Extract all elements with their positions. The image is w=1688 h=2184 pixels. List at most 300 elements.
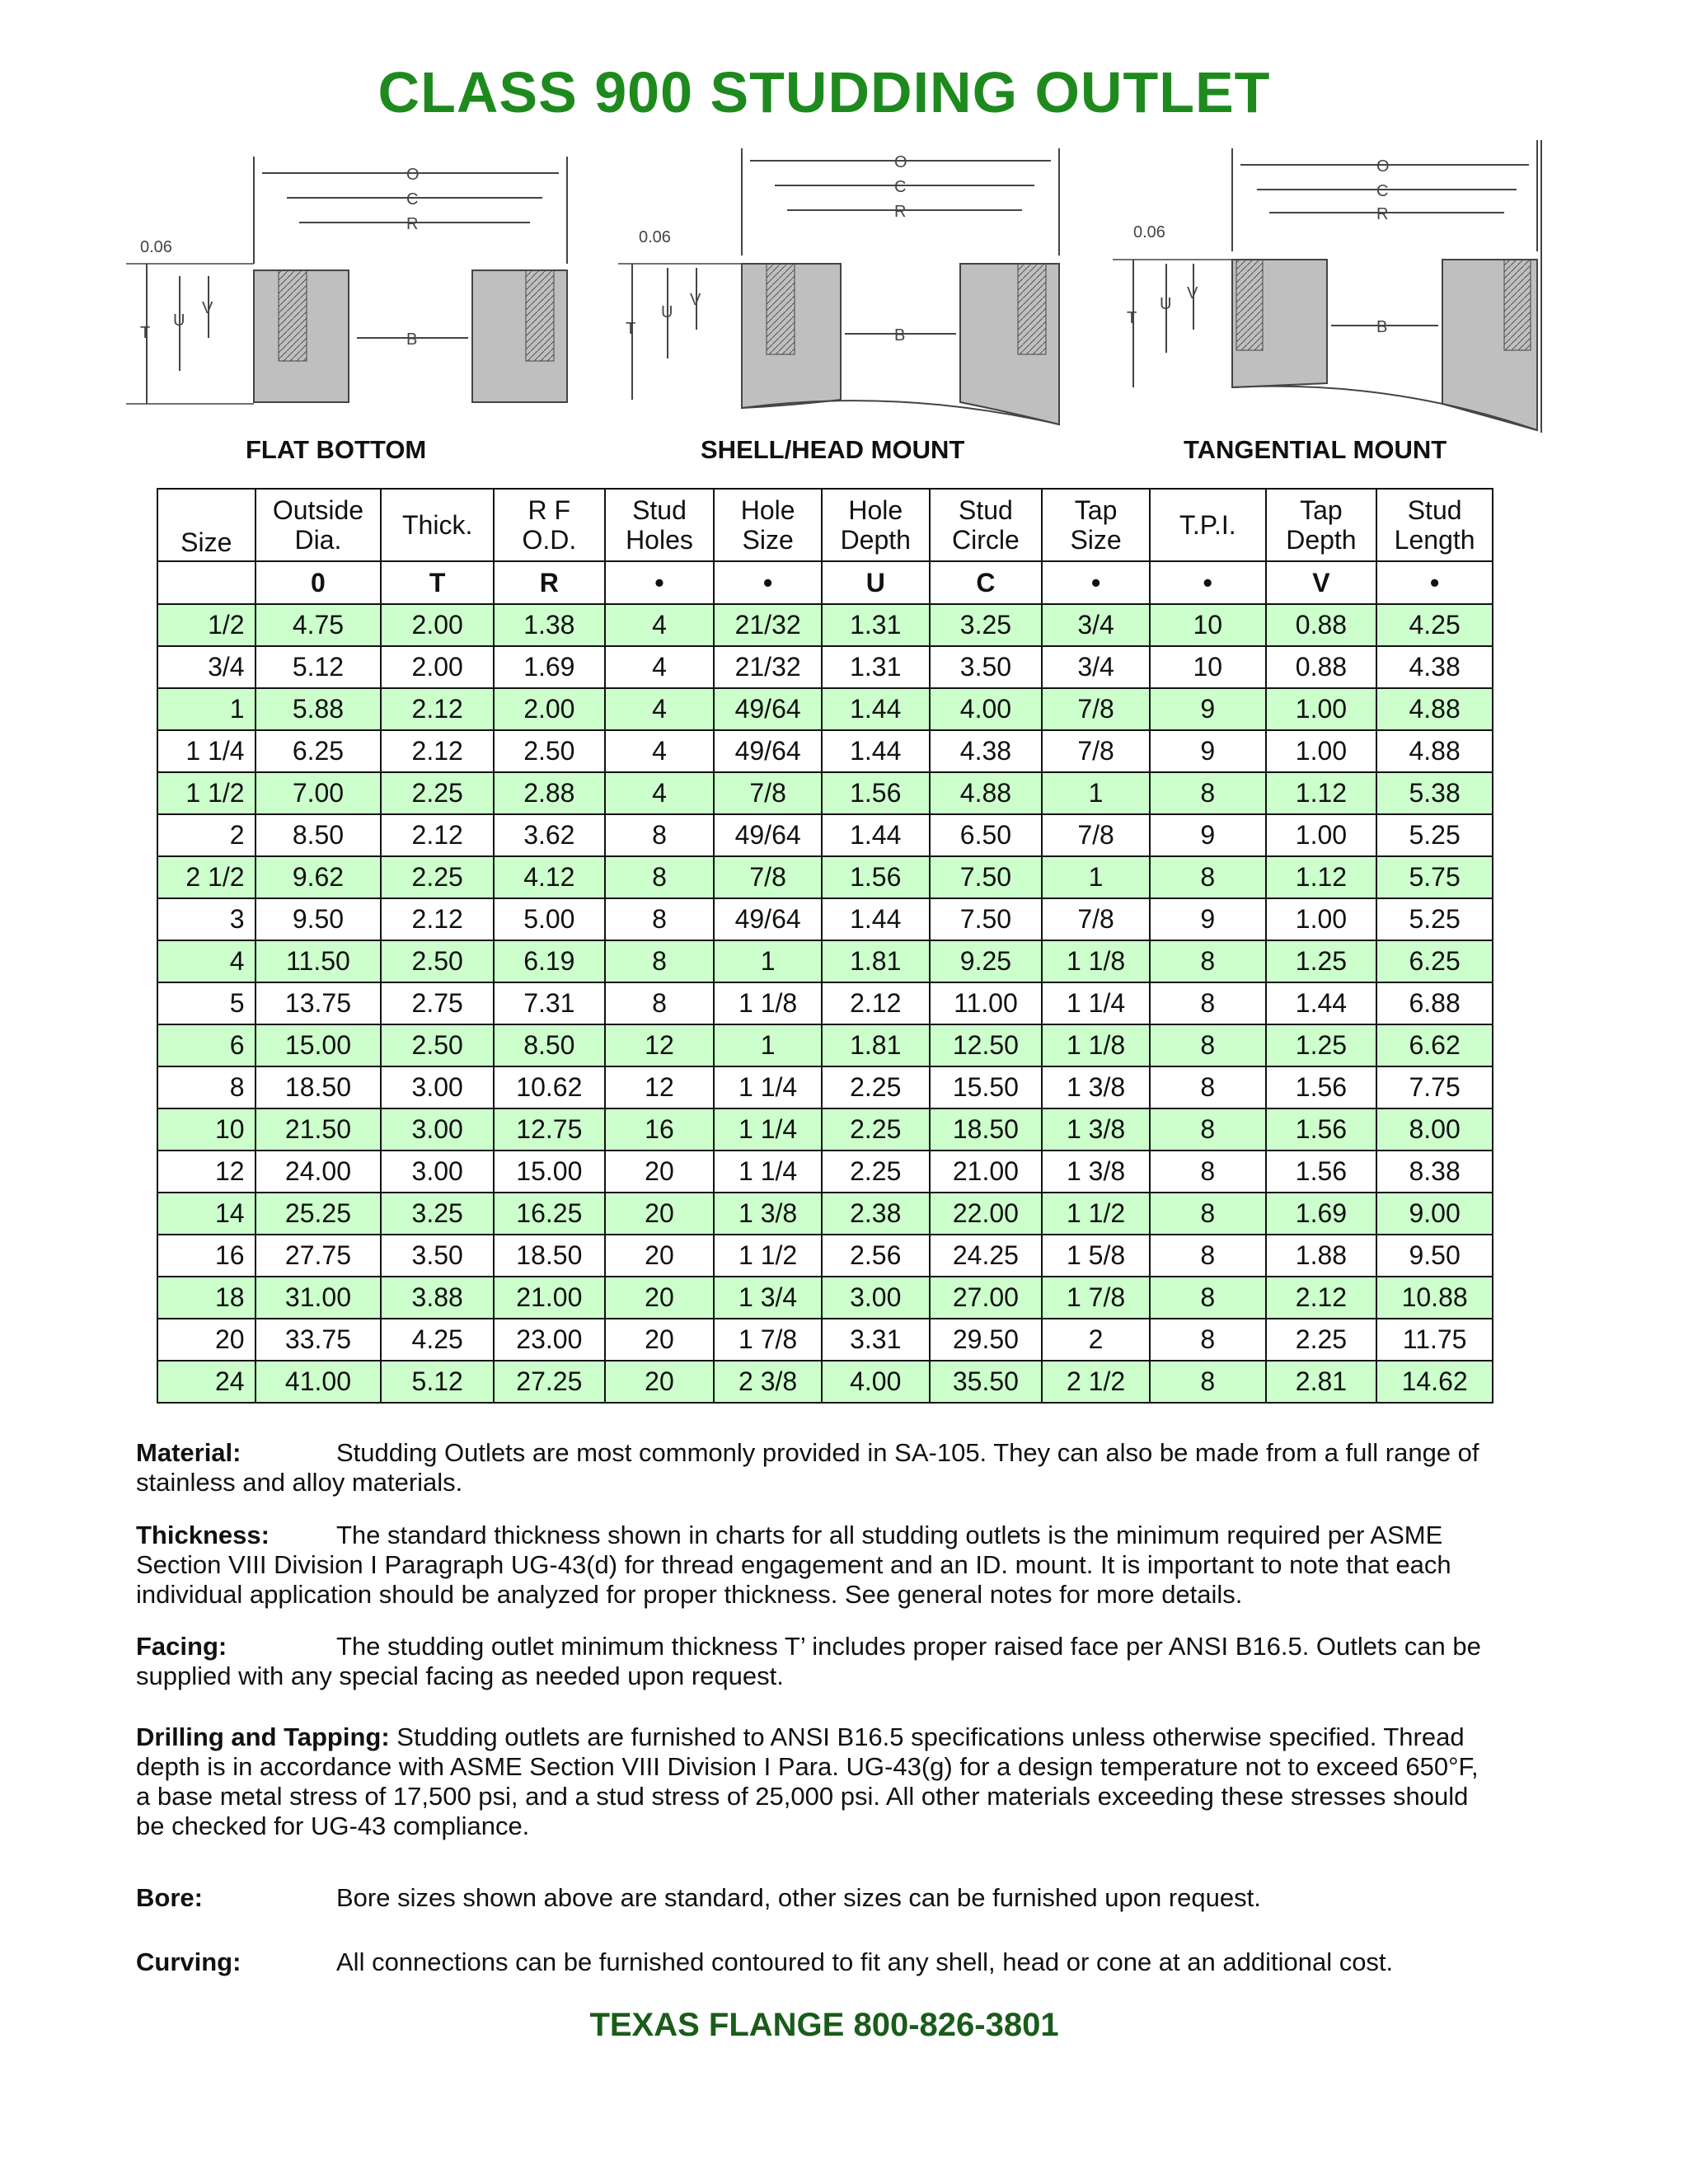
table-cell: 9.50 xyxy=(1376,1235,1493,1277)
table-cell: 8 xyxy=(1150,940,1266,982)
header-line1: Stud xyxy=(1407,495,1462,525)
table-cell: 4 xyxy=(605,604,715,646)
table-cell: 1.38 xyxy=(494,604,605,646)
table-cell: 1 1/4 xyxy=(714,1066,822,1108)
table-cell: 7.00 xyxy=(256,772,382,814)
table-cell: 3.88 xyxy=(381,1277,494,1319)
table-row xyxy=(157,982,1493,1024)
dim-v-label: V xyxy=(202,299,213,317)
note-bore xyxy=(136,1883,1488,1913)
table-cell: 0.88 xyxy=(1266,604,1377,646)
column-symbol: R xyxy=(494,561,605,604)
header-tap-depth xyxy=(1266,489,1377,561)
table-cell: 3.25 xyxy=(381,1193,494,1235)
header-line1: Hole xyxy=(740,495,795,525)
column-symbol: T xyxy=(381,561,494,604)
header-hole-size xyxy=(714,489,822,561)
header-line1: Stud xyxy=(632,495,687,525)
table-cell: 4.88 xyxy=(930,772,1043,814)
table-cell: 3.00 xyxy=(381,1151,494,1193)
table-cell: 20 xyxy=(605,1277,715,1319)
table-cell: 5.00 xyxy=(494,898,605,940)
table-cell: 1.56 xyxy=(822,856,930,898)
header-stud-length xyxy=(1376,489,1493,561)
column-symbol: • xyxy=(1150,561,1266,604)
header-tpi xyxy=(1150,489,1266,561)
table-cell: 1 1/8 xyxy=(714,982,822,1024)
table-cell: 8 xyxy=(1150,1235,1266,1277)
table-cell: 9 xyxy=(1150,814,1266,856)
table-cell: 1 7/8 xyxy=(714,1319,822,1361)
size-cell: 20 xyxy=(157,1319,256,1361)
table-cell: 21/32 xyxy=(714,646,822,688)
note-curving xyxy=(136,1947,1488,1977)
table-cell: 5.38 xyxy=(1376,772,1493,814)
table-cell: 13.75 xyxy=(256,982,382,1024)
table-cell: 6.19 xyxy=(494,940,605,982)
table-cell: 10.88 xyxy=(1376,1277,1493,1319)
table-row xyxy=(157,1151,1493,1193)
header-thick xyxy=(381,489,494,561)
table-cell: 18.50 xyxy=(494,1235,605,1277)
size-cell: 2 1/2 xyxy=(157,856,256,898)
table-cell: 20 xyxy=(605,1361,715,1403)
table-cell: 1.31 xyxy=(822,604,930,646)
table-cell: 4.00 xyxy=(930,688,1043,730)
table-cell: 2.81 xyxy=(1266,1361,1377,1403)
header-line1: Tap xyxy=(1300,495,1343,525)
table-cell: 2.12 xyxy=(381,730,494,772)
header-stud-circle xyxy=(930,489,1043,561)
column-symbol: • xyxy=(714,561,822,604)
table-cell: 1 xyxy=(714,1024,822,1066)
table-cell: 6.25 xyxy=(256,730,382,772)
dim-gap-label: 0.06 xyxy=(1133,223,1165,241)
header-line1: Outside xyxy=(272,495,364,525)
table-cell: 12 xyxy=(605,1066,715,1108)
header-line2: Length xyxy=(1394,525,1475,555)
table-cell: 1 3/4 xyxy=(714,1277,822,1319)
table-row xyxy=(157,1277,1493,1319)
table-row xyxy=(157,814,1493,856)
note-drilling-tapping xyxy=(136,1722,1488,1841)
table-cell: 5.75 xyxy=(1376,856,1493,898)
table-row xyxy=(157,898,1493,940)
table-row xyxy=(157,856,1493,898)
note-text: The studding outlet minimum thickness T’ includes proper raised face per ANSI B16.5. Outlets can be supplied with any special facing as needed upon request. xyxy=(136,1632,1481,1690)
table-cell: 4.25 xyxy=(381,1319,494,1361)
table-cell: 16 xyxy=(605,1108,715,1151)
dim-b-label: B xyxy=(406,330,418,349)
table-cell: 4.12 xyxy=(494,856,605,898)
table-cell: 1.00 xyxy=(1266,898,1377,940)
table-cell: 1.44 xyxy=(822,730,930,772)
table-cell: 3.00 xyxy=(381,1066,494,1108)
table-cell: 9.62 xyxy=(256,856,382,898)
table-cell: 1.25 xyxy=(1266,1024,1377,1066)
table-cell: 3/4 xyxy=(1042,604,1150,646)
table-cell: 9.50 xyxy=(256,898,382,940)
table-cell: 18.50 xyxy=(256,1066,382,1108)
table-cell: 11.75 xyxy=(1376,1319,1493,1361)
table-cell: 8 xyxy=(605,814,715,856)
table-row xyxy=(157,772,1493,814)
size-cell: 10 xyxy=(157,1108,256,1151)
table-cell: 35.50 xyxy=(930,1361,1043,1403)
table-cell: 1.56 xyxy=(822,772,930,814)
table-cell: 15.00 xyxy=(256,1024,382,1066)
page-title: CLASS 900 STUDDING OUTLET xyxy=(377,60,1271,124)
table-cell: 5.12 xyxy=(256,646,382,688)
dim-c-label: C xyxy=(894,178,907,196)
table-cell: 1.69 xyxy=(1266,1193,1377,1235)
table-cell: 3.31 xyxy=(822,1319,930,1361)
note-material xyxy=(136,1438,1488,1497)
table-body xyxy=(157,604,1493,1403)
table-cell: 21/32 xyxy=(714,604,822,646)
dim-u-label: U xyxy=(661,303,673,321)
table-cell: 11.00 xyxy=(930,982,1043,1024)
header-size xyxy=(157,489,256,561)
table-cell: 21.00 xyxy=(930,1151,1043,1193)
table-cell: 6.62 xyxy=(1376,1024,1493,1066)
table-cell: 8 xyxy=(1150,856,1266,898)
table-cell: 1 7/8 xyxy=(1042,1277,1150,1319)
table-cell: 8 xyxy=(1150,1193,1266,1235)
table-cell: 9 xyxy=(1150,688,1266,730)
table-cell: 2.50 xyxy=(381,940,494,982)
table-cell: 1.00 xyxy=(1266,730,1377,772)
table-cell: 10.62 xyxy=(494,1066,605,1108)
table-row xyxy=(157,1193,1493,1235)
table-cell: 1.31 xyxy=(822,646,930,688)
size-cell: 5 xyxy=(157,982,256,1024)
dim-u-label: U xyxy=(1160,295,1172,313)
table-cell: 25.25 xyxy=(256,1193,382,1235)
table-cell: 1 3/8 xyxy=(1042,1066,1150,1108)
table-cell: 9.00 xyxy=(1376,1193,1493,1235)
table-cell: 8.50 xyxy=(494,1024,605,1066)
table-cell: 2 xyxy=(1042,1319,1150,1361)
column-symbol: • xyxy=(605,561,715,604)
table-cell: 49/64 xyxy=(714,688,822,730)
table-cell: 7.31 xyxy=(494,982,605,1024)
table-cell: 24.00 xyxy=(256,1151,382,1193)
header-line1: Thick. xyxy=(401,510,473,540)
table-cell: 4 xyxy=(605,730,715,772)
table-cell: 1.00 xyxy=(1266,814,1377,856)
table-cell: 1 1/8 xyxy=(1042,1024,1150,1066)
note-label: Bore: xyxy=(136,1883,203,1912)
size-cell: 2 xyxy=(157,814,256,856)
dim-r-label: R xyxy=(894,203,907,221)
size-cell: 24 xyxy=(157,1361,256,1403)
table-cell: 4 xyxy=(605,772,715,814)
table-cell: 9 xyxy=(1150,898,1266,940)
table-cell: 49/64 xyxy=(714,730,822,772)
dim-gap-label: 0.06 xyxy=(140,238,172,256)
note-label: Drilling and Tapping: xyxy=(136,1722,390,1751)
size-cell: 14 xyxy=(157,1193,256,1235)
table-cell: 24.25 xyxy=(930,1235,1043,1277)
table-row xyxy=(157,646,1493,688)
table-cell: 8 xyxy=(1150,1361,1266,1403)
note-thickness xyxy=(136,1521,1488,1610)
table-cell: 5.25 xyxy=(1376,814,1493,856)
table-cell: 8 xyxy=(1150,1024,1266,1066)
table-cell: 1 3/8 xyxy=(714,1193,822,1235)
header-line1: Hole xyxy=(848,495,903,525)
table-cell: 21.00 xyxy=(494,1277,605,1319)
header-line1: T.P.I. xyxy=(1179,510,1236,540)
table-cell: 4.38 xyxy=(930,730,1043,772)
table-cell: 9 xyxy=(1150,730,1266,772)
dim-t-label: T xyxy=(626,320,636,338)
header-outside-dia xyxy=(256,489,382,561)
table-cell: 1.12 xyxy=(1266,772,1377,814)
table-cell: 20 xyxy=(605,1193,715,1235)
table-cell: 1.56 xyxy=(1266,1151,1377,1193)
header-line1: R F xyxy=(528,495,571,525)
table-cell: 12.50 xyxy=(930,1024,1043,1066)
dim-u-label: U xyxy=(173,312,185,330)
size-cell: 1 xyxy=(157,688,256,730)
size-cell: 4 xyxy=(157,940,256,982)
dim-v-label: V xyxy=(690,291,701,309)
table-cell: 5.12 xyxy=(381,1361,494,1403)
dim-t-label: T xyxy=(140,324,151,342)
dim-o-label: O xyxy=(1376,157,1390,176)
table-cell: 8 xyxy=(1150,1319,1266,1361)
table-cell: 1.69 xyxy=(494,646,605,688)
table-cell: 4.75 xyxy=(256,604,382,646)
table-cell: 1 xyxy=(714,940,822,982)
table-cell: 1.88 xyxy=(1266,1235,1377,1277)
flat-bottom-label: FLAT BOTTOM xyxy=(246,435,427,464)
table-cell: 4.38 xyxy=(1376,646,1493,688)
column-symbol: 0 xyxy=(256,561,382,604)
dim-b-label: B xyxy=(1376,318,1388,336)
table-row xyxy=(157,1066,1493,1108)
table-cell: 49/64 xyxy=(714,898,822,940)
table-cell: 2.75 xyxy=(381,982,494,1024)
table-cell: 1 1/4 xyxy=(714,1151,822,1193)
table-cell: 1.81 xyxy=(822,1024,930,1066)
table-cell: 3.50 xyxy=(381,1235,494,1277)
size-cell: 18 xyxy=(157,1277,256,1319)
size-cell: 3 xyxy=(157,898,256,940)
table-cell: 1.25 xyxy=(1266,940,1377,982)
table-cell: 15.50 xyxy=(930,1066,1043,1108)
table-cell: 8.50 xyxy=(256,814,382,856)
header-line2: Depth xyxy=(840,525,911,555)
table-cell: 20 xyxy=(605,1151,715,1193)
header-rf-od xyxy=(494,489,605,561)
tangential-mount-diagram xyxy=(1109,140,1545,437)
note-text: The standard thickness shown in charts for all studding outlets is the minimum required per ASME Section VIII Division I Paragraph UG-43(d) for thread engagement and an ID. mount. It is important to note that each individual application should be analyzed for proper thickness. See general notes for more details. xyxy=(136,1521,1451,1609)
dim-r-label: R xyxy=(1376,205,1389,223)
table-cell: 23.00 xyxy=(494,1319,605,1361)
size-cell: 1 1/4 xyxy=(157,730,256,772)
table-cell: 7/8 xyxy=(1042,814,1150,856)
table-cell: 9.25 xyxy=(930,940,1043,982)
table-cell: 1.44 xyxy=(822,688,930,730)
table-header-row xyxy=(157,489,1493,561)
table-cell: 1 1/8 xyxy=(1042,940,1150,982)
note-label: Curving: xyxy=(136,1947,241,1976)
table-row xyxy=(157,730,1493,772)
header-line2: Size xyxy=(742,525,794,555)
table-cell: 2.25 xyxy=(381,772,494,814)
tangential-mount-label: TANGENTIAL MOUNT xyxy=(1184,435,1447,464)
table-cell: 1 1/2 xyxy=(714,1235,822,1277)
column-symbol xyxy=(157,561,256,604)
table-cell: 15.00 xyxy=(494,1151,605,1193)
header-hole-depth xyxy=(822,489,930,561)
table-cell: 8 xyxy=(1150,1066,1266,1108)
table-cell: 2.12 xyxy=(822,982,930,1024)
table-cell: 10 xyxy=(1150,604,1266,646)
table-cell: 2.00 xyxy=(381,646,494,688)
table-cell: 41.00 xyxy=(256,1361,382,1403)
table-cell: 5.88 xyxy=(256,688,382,730)
table-cell: 2.25 xyxy=(381,856,494,898)
table-cell: 2.25 xyxy=(822,1066,930,1108)
dim-o-label: O xyxy=(406,166,420,184)
table-row xyxy=(157,940,1493,982)
table-cell: 4.88 xyxy=(1376,688,1493,730)
table-cell: 3.00 xyxy=(381,1108,494,1151)
table-cell: 29.50 xyxy=(930,1319,1043,1361)
table-cell: 7/8 xyxy=(1042,730,1150,772)
size-cell: 3/4 xyxy=(157,646,256,688)
table-cell: 3.62 xyxy=(494,814,605,856)
table-cell: 10 xyxy=(1150,646,1266,688)
table-cell: 4.00 xyxy=(822,1361,930,1403)
flat-bottom-diagram xyxy=(122,140,584,420)
table-cell: 2.38 xyxy=(822,1193,930,1235)
table-cell: 21.50 xyxy=(256,1108,382,1151)
table-cell: 3/4 xyxy=(1042,646,1150,688)
table-cell: 4 xyxy=(605,688,715,730)
table-cell: 7/8 xyxy=(1042,898,1150,940)
table-cell: 7.75 xyxy=(1376,1066,1493,1108)
table-cell: 3.50 xyxy=(930,646,1043,688)
table-cell: 2.25 xyxy=(822,1108,930,1151)
size-cell: 8 xyxy=(157,1066,256,1108)
header-tap-size xyxy=(1042,489,1150,561)
table-cell: 2.25 xyxy=(1266,1319,1377,1361)
size-cell: 1 1/2 xyxy=(157,772,256,814)
table-cell: 8 xyxy=(1150,1108,1266,1151)
header-line1: Tap xyxy=(1074,495,1118,525)
column-symbol: • xyxy=(1042,561,1150,604)
table-cell: 8 xyxy=(1150,1151,1266,1193)
table-row xyxy=(157,1108,1493,1151)
header-line2: Holes xyxy=(626,525,693,555)
table-cell: 27.00 xyxy=(930,1277,1043,1319)
table-cell: 7/8 xyxy=(714,856,822,898)
table-cell: 2.00 xyxy=(381,604,494,646)
table-cell: 8 xyxy=(1150,772,1266,814)
note-text: Studding Outlets are most commonly provided in SA-105. They can also be made from a full range of stainless and alloy materials. xyxy=(136,1438,1479,1497)
size-cell: 12 xyxy=(157,1151,256,1193)
table-cell: 2.12 xyxy=(381,688,494,730)
table-cell: 2 1/2 xyxy=(1042,1361,1150,1403)
table-cell: 1.44 xyxy=(1266,982,1377,1024)
table-cell: 8 xyxy=(1150,982,1266,1024)
table-row xyxy=(157,604,1493,646)
table-cell: 1.12 xyxy=(1266,856,1377,898)
table-cell: 6.50 xyxy=(930,814,1043,856)
table-cell: 2.00 xyxy=(494,688,605,730)
table-cell: 12.75 xyxy=(494,1108,605,1151)
table-cell: 22.00 xyxy=(930,1193,1043,1235)
table-row xyxy=(157,1319,1493,1361)
table-cell: 6.25 xyxy=(1376,940,1493,982)
table-cell: 1 3/8 xyxy=(1042,1108,1150,1151)
table-row xyxy=(157,688,1493,730)
table-cell: 31.00 xyxy=(256,1277,382,1319)
table-cell: 8.38 xyxy=(1376,1151,1493,1193)
table-cell: 5.25 xyxy=(1376,898,1493,940)
shell-head-mount-diagram xyxy=(614,140,1076,429)
table-cell: 8 xyxy=(605,982,715,1024)
table-cell: 2.25 xyxy=(822,1151,930,1193)
note-label: Facing: xyxy=(136,1632,227,1661)
table-cell: 49/64 xyxy=(714,814,822,856)
dim-t-label: T xyxy=(1127,309,1137,327)
table-cell: 3.00 xyxy=(822,1277,930,1319)
table-cell: 1 1/4 xyxy=(714,1108,822,1151)
table-cell: 2.88 xyxy=(494,772,605,814)
header-line2: Size xyxy=(1070,525,1122,555)
note-facing xyxy=(136,1632,1488,1691)
dim-c-label: C xyxy=(406,190,419,209)
table-cell: 1.00 xyxy=(1266,688,1377,730)
shell-head-mount-label: SHELL/HEAD MOUNT xyxy=(701,435,965,464)
table-cell: 6.88 xyxy=(1376,982,1493,1024)
dim-o-label: O xyxy=(894,153,907,171)
table-cell: 1 xyxy=(1042,772,1150,814)
table-cell: 8 xyxy=(605,940,715,982)
table-cell: 1 5/8 xyxy=(1042,1235,1150,1277)
table-cell: 1 3/8 xyxy=(1042,1151,1150,1193)
size-cell: 1/2 xyxy=(157,604,256,646)
dim-v-label: V xyxy=(1187,284,1198,302)
table-cell: 2.50 xyxy=(494,730,605,772)
table-cell: 20 xyxy=(605,1319,715,1361)
table-cell: 1.56 xyxy=(1266,1066,1377,1108)
header-line1: Stud xyxy=(959,495,1013,525)
table-cell: 7/8 xyxy=(1042,688,1150,730)
outlet-dimensions-table xyxy=(157,488,1493,1404)
table-cell: 2.56 xyxy=(822,1235,930,1277)
table-cell: 3.25 xyxy=(930,604,1043,646)
table-row xyxy=(157,1361,1493,1403)
table-cell: 1 xyxy=(1042,856,1150,898)
table-cell: 20 xyxy=(605,1235,715,1277)
note-label: Thickness: xyxy=(136,1521,270,1549)
note-text: All connections can be furnished contoured to fit any shell, head or cone at an additional cost. xyxy=(336,1947,1394,1976)
table-cell: 12 xyxy=(605,1024,715,1066)
footer-contact: TEXAS FLANGE 800-826-3801 xyxy=(589,2007,1059,2043)
table-cell: 8.00 xyxy=(1376,1108,1493,1151)
size-cell: 16 xyxy=(157,1235,256,1277)
dim-gap-label: 0.06 xyxy=(639,228,671,246)
column-symbol: • xyxy=(1376,561,1493,604)
table-cell: 1.81 xyxy=(822,940,930,982)
